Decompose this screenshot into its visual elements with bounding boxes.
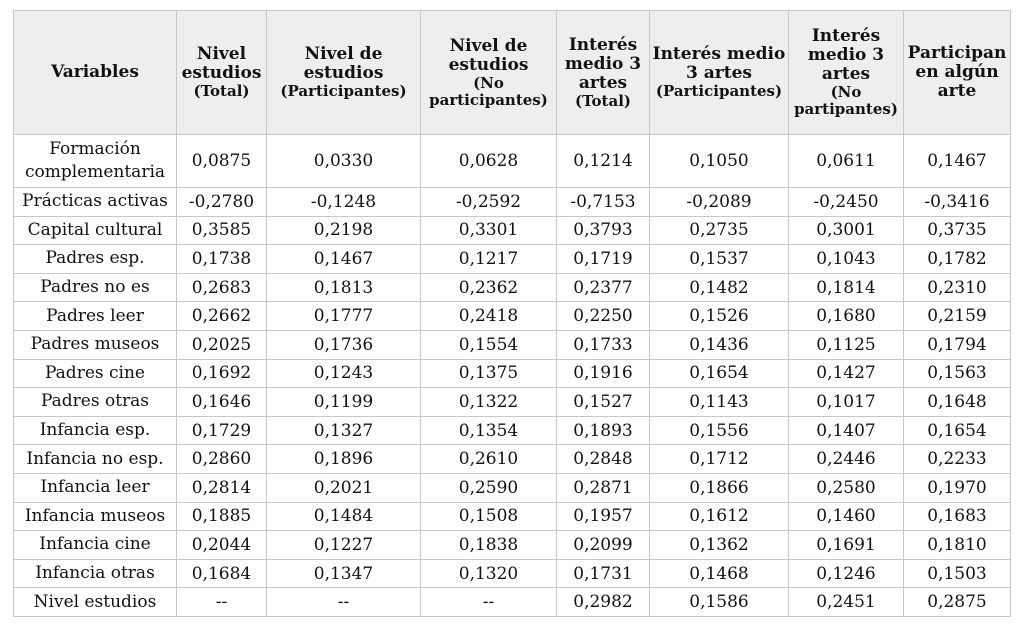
row-variable-label: Infancia cine (14, 531, 177, 560)
table-row (14, 559, 1011, 588)
row-variable-label: Infancia museos (14, 502, 177, 531)
table-row (14, 388, 1011, 417)
row-variable-label: Padres no es (14, 273, 177, 302)
table-cell-value: 0,1214 (557, 135, 650, 188)
table-row (14, 135, 1011, 188)
table-cell-value: 0,1782 (904, 245, 1011, 274)
table-cell-value: 0,1554 (421, 330, 557, 359)
table-cell-value: 0,0330 (267, 135, 421, 188)
table-cell-value: 0,1347 (267, 559, 421, 588)
table-cell-value: 0,2875 (904, 588, 1011, 617)
table-row (14, 245, 1011, 274)
table-cell-value: 0,1736 (267, 330, 421, 359)
table-row (14, 502, 1011, 531)
table-cell-value: 0,2418 (421, 302, 557, 331)
header-row (14, 11, 1011, 135)
table-cell-value: 0,1838 (421, 531, 557, 560)
table-cell-value: 0,2233 (904, 445, 1011, 474)
table-row (14, 473, 1011, 502)
table-row (14, 273, 1011, 302)
table-cell-value: -0,2780 (177, 188, 267, 217)
table-cell-value: 0,2982 (557, 588, 650, 617)
table-cell-value: 0,1893 (557, 416, 650, 445)
table-cell-value: 0,3585 (177, 216, 267, 245)
table-cell-value: 0,1375 (421, 359, 557, 388)
row-variable-label: Padres museos (14, 330, 177, 359)
row-variable-label: Infancia otras (14, 559, 177, 588)
table-cell-value: 0,1970 (904, 473, 1011, 502)
table-cell-value: 0,1537 (650, 245, 789, 274)
table-cell-value: 0,1646 (177, 388, 267, 417)
table-cell-value: 0,1712 (650, 445, 789, 474)
table-row (14, 445, 1011, 474)
table-cell-value: -0,3416 (904, 188, 1011, 217)
table-cell-value: 0,1957 (557, 502, 650, 531)
row-variable-label: Padres leer (14, 302, 177, 331)
table-cell-value: -0,1248 (267, 188, 421, 217)
table-cell-value: 0,0875 (177, 135, 267, 188)
table-cell-value: 0,1468 (650, 559, 789, 588)
table-cell-value: 0,1612 (650, 502, 789, 531)
table-cell-value: 0,3735 (904, 216, 1011, 245)
header-sub-label: (Total) (193, 82, 250, 100)
table-cell-value: 0,1484 (267, 502, 421, 531)
table-cell-value: 0,1719 (557, 245, 650, 274)
table-cell-value: 0,2362 (421, 273, 557, 302)
row-variable-label: Padres otras (14, 388, 177, 417)
row-variable-label: Capital cultural (14, 216, 177, 245)
table-cell-value: 0,1896 (267, 445, 421, 474)
row-variable-label: Infancia no esp. (14, 445, 177, 474)
table-cell-value: -0,7153 (557, 188, 650, 217)
table-cell-value: 0,1050 (650, 135, 789, 188)
table-cell-value: 0,1362 (650, 531, 789, 560)
table-cell-value: 0,0611 (789, 135, 904, 188)
table-cell-value: 0,2198 (267, 216, 421, 245)
header-sub-label: (No partipantes) (794, 83, 898, 118)
table-cell-value: 0,1729 (177, 416, 267, 445)
table-cell-value: 0,1217 (421, 245, 557, 274)
table-cell-value: 0,2683 (177, 273, 267, 302)
table-cell-value: 0,1810 (904, 531, 1011, 560)
header-main-label: Nivel de estudios (448, 35, 529, 75)
table-cell-value: 0,1467 (904, 135, 1011, 188)
table-cell-value: 0,2814 (177, 473, 267, 502)
table-cell-value: 0,1556 (650, 416, 789, 445)
table-cell-value: 0,1738 (177, 245, 267, 274)
table-cell-value: 0,1527 (557, 388, 650, 417)
table-row (14, 216, 1011, 245)
table-row (14, 588, 1011, 617)
table-cell-value: 0,1885 (177, 502, 267, 531)
row-variable-label: Prácticas activas (14, 188, 177, 217)
header-cell-variables (14, 11, 177, 135)
header-main-label: Participan en algún arte (907, 43, 1007, 101)
row-variable-label: Padres cine (14, 359, 177, 388)
table-cell-value: 0,1680 (789, 302, 904, 331)
header-cell-interes-total (557, 11, 650, 135)
table-cell-value: 0,2451 (789, 588, 904, 617)
table-row (14, 302, 1011, 331)
table-cell-value: 0,1467 (267, 245, 421, 274)
table-cell-value: 0,1327 (267, 416, 421, 445)
table-cell-value: 0,2377 (557, 273, 650, 302)
table-cell-value: 0,1143 (650, 388, 789, 417)
table-row (14, 330, 1011, 359)
header-main-label: Variables (51, 62, 139, 82)
table-cell-value: 0,3001 (789, 216, 904, 245)
correlation-table (13, 10, 1011, 617)
table-cell-value: 0,1814 (789, 273, 904, 302)
table-cell-value: 0,1866 (650, 473, 789, 502)
table-cell-value: 0,1683 (904, 502, 1011, 531)
header-cell-participan (904, 11, 1011, 135)
table-cell-value: 0,2250 (557, 302, 650, 331)
table-cell-value: 0,1320 (421, 559, 557, 588)
table-cell-value: 0,1731 (557, 559, 650, 588)
table-cell-value: 0,1243 (267, 359, 421, 388)
table-cell-value: 0,3793 (557, 216, 650, 245)
header-main-label: Nivel estudios (181, 44, 262, 83)
table-row (14, 416, 1011, 445)
table-cell-value: 0,1354 (421, 416, 557, 445)
row-variable-label: Infancia leer (14, 473, 177, 502)
table-row (14, 188, 1011, 217)
table-cell-value: 0,1586 (650, 588, 789, 617)
table-cell-value: -- (421, 588, 557, 617)
table-cell-value: 0,1648 (904, 388, 1011, 417)
table-row (14, 531, 1011, 560)
table-cell-value: 0,1916 (557, 359, 650, 388)
row-variable-label: Nivel estudios (14, 588, 177, 617)
header-cell-nivel-estudios-participantes (267, 11, 421, 135)
header-main-label: Interés medio 3 artes (564, 34, 642, 93)
table-cell-value: 0,1733 (557, 330, 650, 359)
header-cell-interes-no-participantes (789, 11, 904, 135)
table-cell-value: 0,2446 (789, 445, 904, 474)
header-main-label: Nivel de estudios (303, 44, 384, 83)
header-sub-label: (Participantes) (280, 82, 407, 100)
table-cell-value: 0,1227 (267, 531, 421, 560)
table-cell-value: 0,2159 (904, 302, 1011, 331)
table-cell-value: 0,2099 (557, 531, 650, 560)
header-sub-label: (No participantes) (429, 73, 548, 109)
table-cell-value: 0,1813 (267, 273, 421, 302)
table-cell-value: 0,1125 (789, 330, 904, 359)
table-cell-value: 0,1508 (421, 502, 557, 531)
table-cell-value: 0,1563 (904, 359, 1011, 388)
table-cell-value: -- (267, 588, 421, 617)
table-row (14, 359, 1011, 388)
row-variable-label: Infancia esp. (14, 416, 177, 445)
table-cell-value: 0,1246 (789, 559, 904, 588)
header-main-label: Interés medio 3 artes (652, 44, 786, 83)
table-cell-value: 0,1692 (177, 359, 267, 388)
table-body (14, 135, 1011, 617)
table-cell-value: 0,2590 (421, 473, 557, 502)
table-cell-value: 0,2021 (267, 473, 421, 502)
table-cell-value: 0,1017 (789, 388, 904, 417)
table-cell-value: 0,1794 (904, 330, 1011, 359)
table-cell-value: 0,2662 (177, 302, 267, 331)
table-cell-value: 0,0628 (421, 135, 557, 188)
table-cell-value: 0,2310 (904, 273, 1011, 302)
table-cell-value: 0,1684 (177, 559, 267, 588)
table-cell-value: 0,1777 (267, 302, 421, 331)
table-cell-value: -0,2089 (650, 188, 789, 217)
table-cell-value: 0,1436 (650, 330, 789, 359)
table-cell-value: 0,1482 (650, 273, 789, 302)
header-cell-nivel-estudios-no-participantes (421, 11, 557, 135)
table-cell-value: -0,2592 (421, 188, 557, 217)
table-cell-value: 0,1427 (789, 359, 904, 388)
table-cell-value: 0,2580 (789, 473, 904, 502)
header-cell-nivel-estudios-total (177, 11, 267, 135)
table-cell-value: 0,1503 (904, 559, 1011, 588)
table-cell-value: -0,2450 (789, 188, 904, 217)
table-cell-value: 0,1407 (789, 416, 904, 445)
table-cell-value: 0,1654 (904, 416, 1011, 445)
header-main-label: Interés medio 3 artes (807, 26, 885, 84)
table-cell-value: 0,1691 (789, 531, 904, 560)
table-cell-value: 0,1322 (421, 388, 557, 417)
table-cell-value: 0,2848 (557, 445, 650, 474)
row-variable-label: Formación complementaria (14, 135, 177, 188)
table-cell-value: 0,2871 (557, 473, 650, 502)
table-cell-value: 0,1043 (789, 245, 904, 274)
table-cell-value: 0,1199 (267, 388, 421, 417)
table-cell-value: 0,1526 (650, 302, 789, 331)
table-cell-value: 0,2610 (421, 445, 557, 474)
header-cell-interes-participantes (650, 11, 789, 135)
table-cell-value: 0,2044 (177, 531, 267, 560)
table-cell-value: 0,2025 (177, 330, 267, 359)
row-variable-label: Padres esp. (14, 245, 177, 274)
table-cell-value: 0,2735 (650, 216, 789, 245)
header-sub-label: (Total) (575, 91, 631, 110)
header-sub-label: (Participantes) (655, 82, 783, 100)
table-cell-value: 0,3301 (421, 216, 557, 245)
table-cell-value: 0,1654 (650, 359, 789, 388)
table-cell-value: 0,1460 (789, 502, 904, 531)
table-cell-value: 0,2860 (177, 445, 267, 474)
table-cell-value: -- (177, 588, 267, 617)
